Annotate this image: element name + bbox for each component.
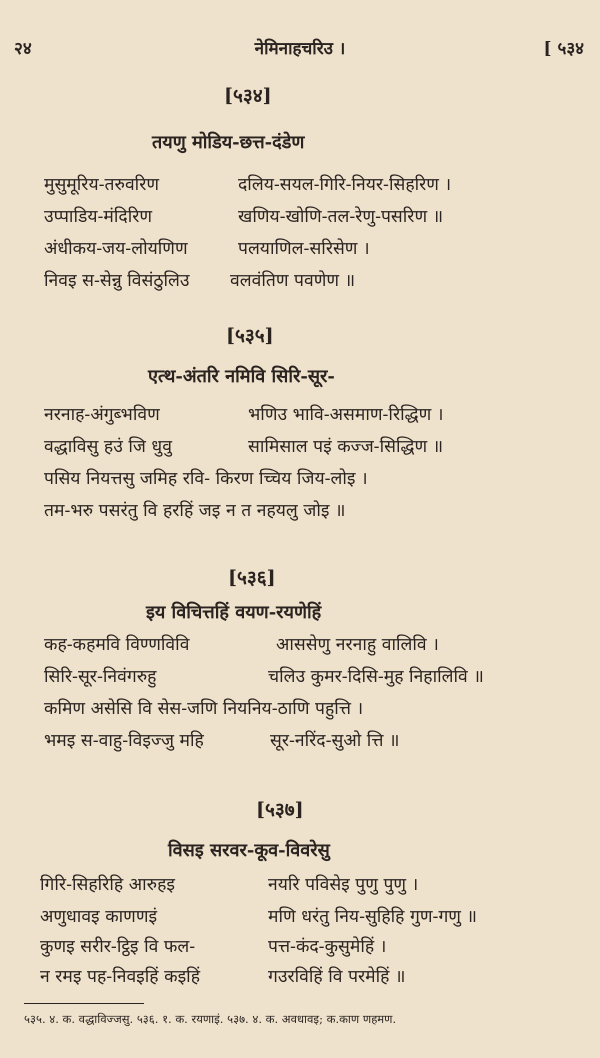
line-left: उप्पाडिय-मंदिरिण bbox=[44, 207, 153, 227]
verse-title: विसइ सरवर-कूव-विवरेसु bbox=[168, 840, 330, 861]
verse-line bbox=[0, 466, 600, 496]
line-right: दलिय-सयल-गिरि-नियर-सिहरिण । bbox=[238, 175, 452, 195]
line-left: न रमइ पह-निवइहिं कइहिं bbox=[40, 967, 201, 987]
line-left: कह-कहमवि विण्णविवि bbox=[44, 635, 190, 655]
verse-title: इय विचित्तहिं वयण-रयणेहिं bbox=[146, 602, 322, 623]
line-left: अणुधावइ काणणइं bbox=[40, 907, 158, 927]
verse-line bbox=[0, 934, 600, 964]
line-right: भणिउ भावि-असमाण-रिद्धिण । bbox=[248, 405, 444, 425]
line-left: नरनाह-अंगुब्भविण bbox=[44, 405, 160, 425]
line-right: मणि धरंतु निय-सुहिहि गुण-गणु ॥ bbox=[268, 907, 477, 927]
line-right: गउरविहिं वि परमेहिं ॥ bbox=[268, 967, 406, 987]
verse-line bbox=[0, 402, 600, 432]
line-right: सामिसाल पइं कज्ज-सिद्धिण ॥ bbox=[248, 437, 444, 457]
verse-line bbox=[0, 872, 600, 902]
line-full: कमिण असेसि वि सेस-जणि नियनिय-ठाणि पहुत्ति । bbox=[44, 699, 364, 719]
verse-line bbox=[0, 268, 600, 298]
line-left: निवइ स-सेन्नु विसंठुलिउ bbox=[44, 271, 190, 291]
line-left: कुणइ सरीर-ट्ठिइ वि फल- bbox=[40, 937, 196, 957]
line-right: पत्त-कंद-कुसुमेहिं । bbox=[268, 937, 387, 957]
line-right: आससेणु नरनाहु वालिवि । bbox=[276, 635, 439, 655]
verse-line bbox=[0, 664, 600, 694]
line-left: भमइ स-वाहु-विइज्जु महि bbox=[44, 731, 204, 751]
verse-line bbox=[0, 434, 600, 464]
verse-line bbox=[0, 498, 600, 528]
verse-line bbox=[0, 728, 600, 758]
line-left: गिरि-सिहरिहि आरुहइ bbox=[40, 875, 175, 895]
line-left: अंधीकय-जय-लोयणिण bbox=[44, 239, 188, 259]
verse-number: [५३५] bbox=[226, 325, 274, 347]
verse-line bbox=[0, 204, 600, 234]
verse-number: [५३४] bbox=[224, 85, 272, 107]
line-right: चलिउ कुमर-दिसि-मुह निहालिवि ॥ bbox=[268, 667, 484, 687]
verse-title: एत्थ-अंतरि नमिवि सिरि-सूर- bbox=[148, 366, 335, 387]
verse-title: तयणु मोडिय-छत्त-दंडेण bbox=[152, 132, 305, 153]
running-header bbox=[0, 36, 600, 60]
footnote-divider bbox=[24, 1003, 144, 1004]
line-left: वद्धाविसु हउं जि धुवु bbox=[44, 437, 172, 457]
line-right: खणिय-खोणि-तल-रेणु-पसरिण ॥ bbox=[238, 207, 444, 227]
line-full: पसिय नियत्तसु जमिह रवि- किरण च्चिय जिय-लोइ । bbox=[44, 469, 368, 489]
verse-line bbox=[0, 632, 600, 662]
verse-line bbox=[0, 172, 600, 202]
footnote: ५३५. ४. क. वद्धाविज्जसु. ५३६. १. क. रयणाइं. ५३७. ४. क. अवधावइ; क.काण णहमण. bbox=[24, 1012, 397, 1026]
line-right: पलयाणिल-सरिसेण । bbox=[238, 239, 370, 259]
page-number: २४ bbox=[14, 39, 32, 59]
verse-line bbox=[0, 236, 600, 266]
verse-line bbox=[0, 964, 600, 994]
line-right: नयरि पविसेइ पुणु पुणु । bbox=[268, 875, 419, 895]
line-right: वलवंतिण पवणेण ॥ bbox=[230, 271, 356, 291]
verse-line bbox=[0, 696, 600, 726]
verse-number: [५३६] bbox=[228, 567, 276, 589]
verse-reference: [ ५३४ bbox=[543, 39, 584, 59]
verse-line bbox=[0, 904, 600, 934]
line-right: सूर-नरिंद-सुओ त्ति ॥ bbox=[270, 731, 400, 751]
line-left: सिरि-सूर-निवंगरुहु bbox=[44, 667, 157, 687]
line-left: मुसुमूरिय-तरुवरिण bbox=[44, 175, 160, 195]
verse-number: [५३७] bbox=[256, 799, 304, 821]
line-full: तम-भरु पसरंतु वि हरहिं जइ न त नहयलु जोइ ॥ bbox=[44, 501, 346, 521]
running-title: नेमिनाहचरिउ । bbox=[254, 39, 346, 59]
